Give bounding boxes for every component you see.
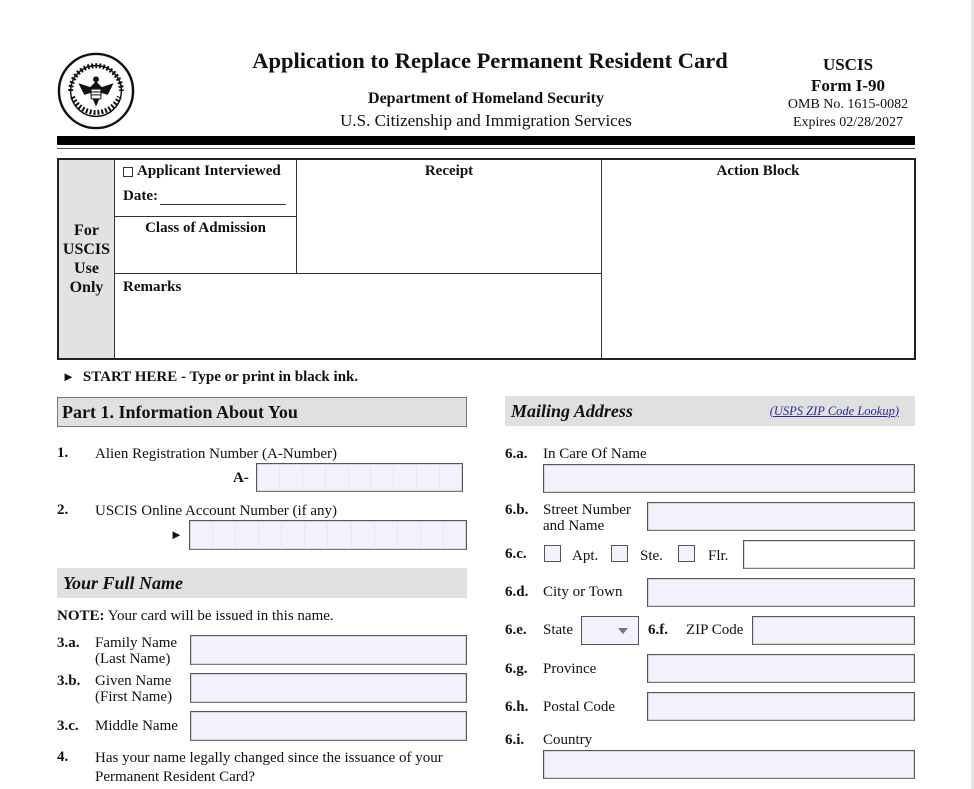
start-here-instruction [62,369,358,386]
item-number: 6.f. [648,622,668,638]
item-number: 6.a. [505,446,528,462]
flr-label: Flr. [708,548,729,564]
mailing-address-title: Mailing Address [511,400,633,421]
middle-name-label: Middle Name [95,718,178,734]
usps-zip-lookup-link[interactable]: (USPS ZIP Code Lookup) [769,403,899,418]
receipt-cell: Receipt [297,160,602,274]
date-line [160,191,286,205]
state-select[interactable] [581,616,639,645]
a-number-prefix: A- [233,470,249,486]
arrow-right-icon: ► [62,369,75,384]
family-name-label-line: (Last Name) [95,651,171,667]
item-number: 2. [57,502,69,518]
unit-number-input[interactable] [743,540,915,569]
a-number-label: Alien Registration Number (A-Number) [95,446,338,462]
state-label: State [543,622,573,638]
flr-checkbox[interactable] [678,545,695,562]
city-label: City or Town [543,584,623,600]
action-block-cell: Action Block [716,163,800,179]
a-number-input[interactable] [256,463,463,492]
item-number: 4. [57,749,69,765]
item-number: 3.c. [57,718,79,734]
start-here-label: START HERE [82,369,178,385]
applicant-interviewed-checkbox[interactable] [123,167,133,177]
item-number: 6.c. [505,546,527,562]
city-input[interactable] [647,578,915,607]
department-name: Department of Homeland Security [368,90,604,107]
item-number: 6.d. [505,584,529,600]
item-number: 3.a. [57,635,80,651]
name-changed-question [95,749,443,787]
a-number-comb [257,464,462,491]
question-line: Permanent Resident Card? [95,769,255,785]
country-label: Country [543,732,593,748]
class-of-admission-cell: Class of Admission [115,217,297,274]
zip-input[interactable] [752,616,915,645]
postal-code-label: Postal Code [543,699,616,715]
note-text: Your card will be issued in this name. [104,608,334,624]
item-number: 6.i. [505,732,525,748]
given-name-label-line: (First Name) [95,689,173,705]
applicant-interviewed-cell [115,160,297,217]
province-label: Province [543,661,597,677]
country-input[interactable] [543,750,915,779]
family-name-input[interactable] [190,635,467,665]
item-number: 6.g. [505,661,528,677]
chevron-down-icon [618,628,628,634]
item-number: 1. [57,445,69,461]
street-label-line: Street Number [543,502,631,518]
form-id-block [770,54,926,132]
note-label: NOTE: [57,608,105,624]
form-title: Application to Replace Permanent Resident Card [252,48,728,73]
omb-number: OMB No. 1615-0082 [787,97,909,112]
date-label: Date: [123,188,158,204]
side-label-line: USCIS [62,241,111,258]
apt-label: Apt. [572,548,599,564]
dhs-seal-icon [57,52,135,130]
given-name-input[interactable] [190,673,467,703]
ste-checkbox[interactable] [611,545,628,562]
middle-name-input[interactable] [190,711,467,741]
online-account-input[interactable] [189,520,467,550]
question-line: Has your name legally changed since the issuance of your [95,750,443,766]
side-label-line: Only [69,279,104,296]
postal-code-input[interactable] [647,692,915,721]
agency-short: USCIS [822,55,874,74]
part1-header: Part 1. Information About You [57,397,467,427]
full-name-header: Your Full Name [57,568,467,598]
header-rule-thick [57,136,915,145]
applicant-interviewed-label: Applicant Interviewed [137,163,281,179]
item-number: 6.b. [505,502,529,518]
agency-name: U.S. Citizenship and Immigration Services [340,111,632,130]
in-care-of-input[interactable] [543,464,915,493]
side-label-line: Use [74,260,99,277]
zip-label: ZIP Code [686,622,744,638]
header-rule-thin [57,148,915,149]
given-name-label [95,673,172,705]
form-number: Form I-90 [810,76,886,95]
province-input[interactable] [647,654,915,683]
expiration-date: Expires 02/28/2027 [792,115,904,130]
item-number: 3.b. [57,673,81,689]
item-number: 6.e. [505,622,527,638]
arrow-right-icon: ► [170,527,183,542]
full-name-note [57,608,334,624]
family-name-label-line: Family Name [95,635,178,651]
apt-checkbox[interactable] [544,545,561,562]
remarks-cell: Remarks [115,274,602,358]
street-label [543,502,631,534]
given-name-label-line: Given Name [95,673,172,689]
family-name-label [95,635,177,667]
uscis-use-only-label [59,160,115,358]
side-label-line: For [74,222,99,239]
online-account-comb [190,521,466,549]
item-number: 6.h. [505,699,529,715]
start-here-text: - Type or print in black ink. [177,369,359,385]
uscis-use-only-box [57,158,916,360]
mailing-address-header [505,396,915,426]
online-account-label: USCIS Online Account Number (if any) [95,503,338,519]
street-input[interactable] [647,502,915,531]
street-label-line: and Name [543,518,605,534]
ste-label: Ste. [640,548,663,564]
in-care-of-label: In Care Of Name [543,446,647,462]
